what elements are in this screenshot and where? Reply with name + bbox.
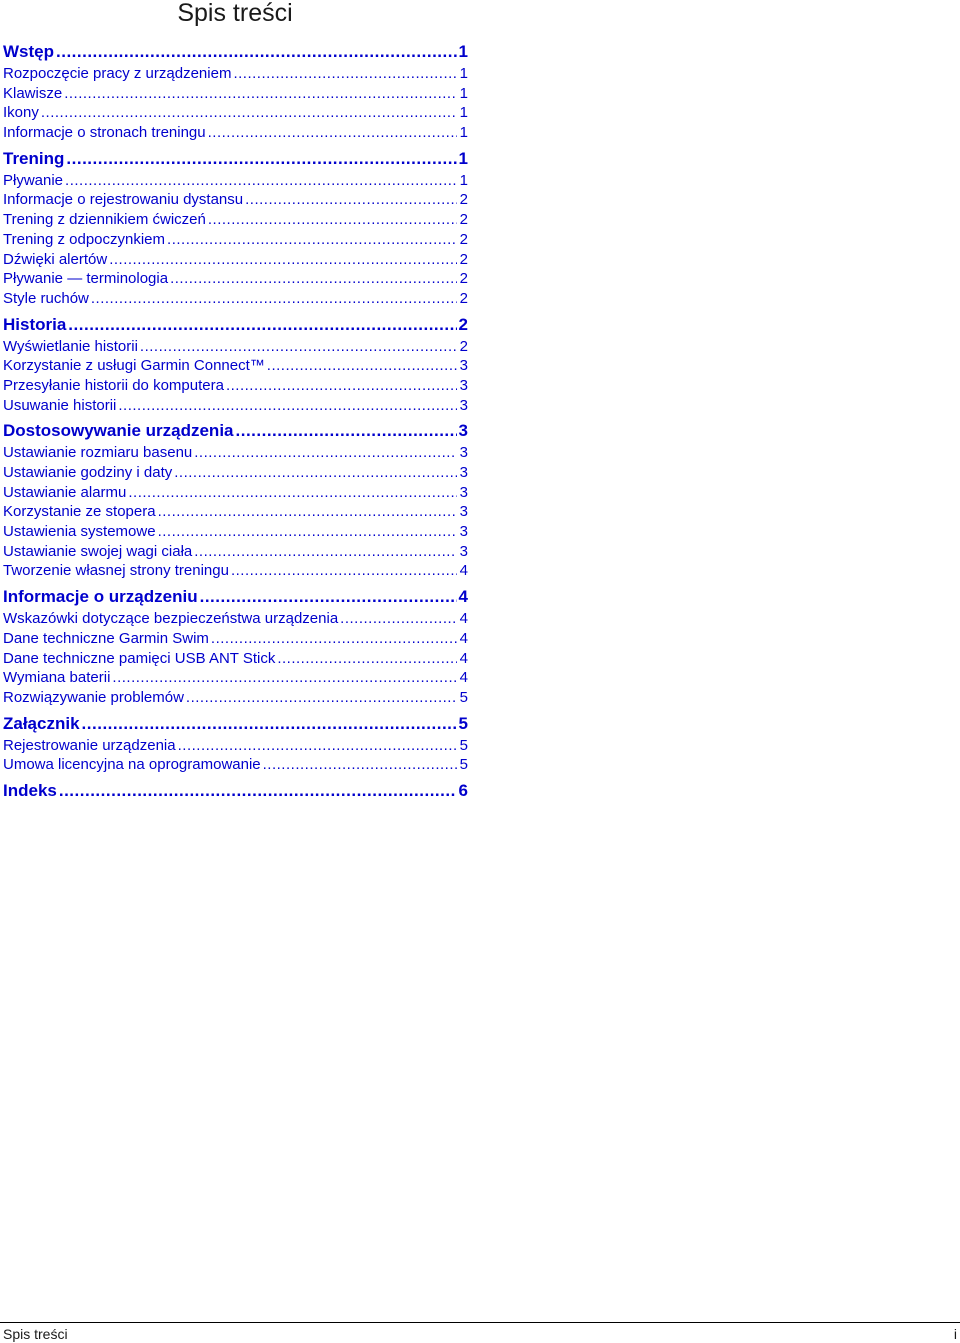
toc-leader-dots (200, 585, 457, 609)
toc-leader-dots (194, 542, 457, 562)
toc-leader-dots (170, 269, 457, 289)
toc-page-number: 3 (459, 444, 468, 462)
toc-chapter-title: Indeks (3, 780, 57, 800)
toc-entry-title: Usuwanie historii (3, 396, 117, 414)
toc-entry-title: Umowa licencyjna na oprogramowanie (3, 756, 261, 774)
toc-page-number: 2 (459, 270, 468, 288)
toc-page-number: 3 (459, 464, 468, 481)
toc-leader-dots (236, 419, 457, 443)
toc-leader-dots (226, 376, 457, 396)
toc-leader-dots (174, 463, 457, 483)
toc-section (3, 147, 468, 309)
toc-leader-dots (245, 190, 457, 210)
toc-page-number: 3 (458, 421, 468, 441)
toc-entry-title: Informacje o rejestrowaniu dystansu (3, 191, 244, 209)
toc-page-number: 2 (459, 250, 468, 268)
toc-entry-link[interactable] (3, 337, 468, 357)
toc-page-number: 1 (459, 124, 468, 142)
toc-entry-title: Pływanie — terminologia (3, 270, 169, 288)
toc-page-number: 1 (458, 42, 468, 61)
toc-leader-dots (91, 289, 457, 309)
toc-page-number: 3 (459, 376, 468, 394)
toc-entry-link[interactable] (3, 561, 468, 581)
toc-page-number: 4 (459, 629, 468, 647)
toc-page-number: 4 (459, 669, 468, 687)
toc-entry-title: Korzystanie z usługi Garmin Connect™ (3, 357, 265, 375)
page-title: Spis treści (177, 0, 293, 27)
toc-leader-dots (112, 668, 457, 688)
toc-leader-dots (66, 147, 456, 171)
toc-entry-link[interactable] (3, 376, 468, 396)
toc-page-number: 3 (459, 396, 468, 414)
toc-entry-title: Tworzenie własnej strony treningu (3, 562, 229, 580)
toc-leader-dots (167, 230, 457, 250)
toc-chapter-title: Dostosowywanie urządzenia (3, 421, 234, 441)
toc-page-number: 1 (459, 104, 468, 122)
toc-section (3, 585, 468, 707)
toc-entry-link[interactable] (3, 250, 468, 270)
toc-page-number: 3 (459, 357, 468, 375)
toc-page-number: 2 (459, 289, 468, 307)
toc-entry-title: Ustawienia systemowe (3, 523, 156, 541)
toc-chapter-link[interactable] (3, 313, 468, 337)
toc-page-number: 2 (459, 191, 468, 209)
toc-entry-link[interactable] (3, 629, 468, 649)
toc-entry-link[interactable] (3, 542, 468, 562)
toc-page-number: 5 (458, 713, 468, 733)
toc-entry-link[interactable] (3, 289, 468, 309)
toc-entry-title: Klawisze (3, 84, 63, 102)
toc-leader-dots (158, 522, 457, 542)
toc-leader-dots (208, 210, 457, 230)
toc-entry-link[interactable] (3, 736, 468, 756)
toc-section (3, 779, 468, 803)
toc-entry-link[interactable] (3, 522, 468, 542)
toc-entry-link[interactable] (3, 64, 468, 84)
toc-page-number: 3 (459, 483, 468, 501)
toc-entry-link[interactable] (3, 356, 468, 376)
toc-entry-link[interactable] (3, 443, 468, 463)
toc-chapter-title: Trening (3, 148, 65, 168)
toc-leader-dots (128, 483, 457, 503)
toc-page-number: 2 (459, 337, 468, 355)
toc-entry-title: Dane techniczne Garmin Swim (3, 629, 209, 647)
toc-page-number: 4 (459, 562, 468, 580)
toc-page-number: 1 (459, 65, 468, 82)
toc-page-number: 4 (459, 610, 468, 628)
footer-section-title: Spis treści (3, 1326, 68, 1342)
toc-leader-dots (41, 103, 457, 123)
toc-section (3, 40, 468, 143)
toc-leader-dots (340, 609, 457, 629)
toc-leader-dots (65, 171, 457, 191)
toc-entry-link[interactable] (3, 609, 468, 629)
toc-entry-link[interactable] (3, 755, 468, 775)
toc-entry-link[interactable] (3, 483, 468, 503)
toc-entry-title: Wymiana baterii (3, 669, 111, 687)
toc-page-number: 2 (459, 211, 468, 229)
toc-page-number: 1 (458, 148, 468, 168)
toc-entry-link[interactable] (3, 668, 468, 688)
toc-leader-dots (211, 629, 457, 649)
toc-entry-title: Dźwięki alertów (3, 250, 108, 268)
toc-leader-dots (231, 561, 457, 581)
toc-entry-title: Ustawianie alarmu (3, 483, 127, 501)
toc-entry-title: Korzystanie ze stopera (3, 503, 156, 521)
toc-entry-link[interactable] (3, 269, 468, 289)
toc-section (3, 712, 468, 775)
toc-entry-title: Trening z odpoczynkiem (3, 230, 166, 248)
toc-chapter-link[interactable] (3, 147, 468, 171)
toc-entry-title: Ustawianie rozmiaru basenu (3, 444, 193, 462)
toc-leader-dots (208, 123, 457, 143)
toc-page-number: 2 (458, 314, 468, 334)
toc-leader-dots (82, 712, 457, 736)
toc-entry-title: Style ruchów (3, 289, 89, 307)
toc-entry-link[interactable] (3, 210, 468, 230)
toc-leader-dots (178, 736, 457, 756)
toc-entry-link[interactable] (3, 463, 468, 483)
toc-chapter-title: Załącznik (3, 713, 80, 733)
toc-leader-dots (64, 84, 457, 104)
toc-entry-title: Przesyłanie historii do komputera (3, 376, 224, 394)
toc-entry-title: Ikony (3, 104, 39, 122)
toc-entry-link[interactable] (3, 230, 468, 250)
toc-chapter-title: Wstęp (3, 42, 54, 61)
toc-chapter-link[interactable] (3, 779, 468, 803)
toc-page-number: 4 (459, 649, 468, 667)
toc-entry-link[interactable] (3, 84, 468, 104)
toc-leader-dots (186, 688, 457, 708)
toc-entry-title: Wskazówki dotyczące bezpieczeństwa urządzenia (3, 610, 339, 628)
toc-entry-title: Rozwiązywanie problemów (3, 688, 184, 706)
toc-leader-dots (140, 337, 457, 357)
toc-entry-title: Ustawianie godziny i daty (3, 464, 173, 481)
toc-chapter-link[interactable] (3, 40, 468, 64)
toc-page-number: 3 (459, 542, 468, 560)
toc-entry-title: Trening z dziennikiem ćwiczeń (3, 211, 206, 229)
toc-leader-dots (233, 64, 457, 84)
toc-entry-link[interactable] (3, 190, 468, 210)
toc-leader-dots (194, 443, 457, 463)
toc-entry-title: Wyświetlanie historii (3, 337, 138, 355)
toc-entry-title: Informacje o stronach treningu (3, 124, 206, 142)
toc-entry-title: Dane techniczne pamięci USB ANT Stick (3, 649, 276, 667)
toc-page-number: 1 (459, 84, 468, 102)
toc-chapter-link[interactable] (3, 419, 468, 443)
toc-entry-title: Pływanie (3, 171, 64, 189)
toc-leader-dots (267, 356, 457, 376)
toc-leader-dots (68, 313, 456, 337)
toc-chapter-title: Historia (3, 314, 67, 334)
toc-entry-link[interactable] (3, 396, 468, 416)
toc-page-number: 2 (459, 230, 468, 248)
toc-page-number: 6 (458, 780, 468, 800)
footer-page-number: i (953, 1326, 957, 1342)
toc-entry-link[interactable] (3, 123, 468, 143)
toc-page-number: 3 (459, 523, 468, 541)
toc-page-number: 5 (459, 756, 468, 774)
toc-entry-title: Rejestrowanie urządzenia (3, 736, 176, 754)
footer-divider (0, 1322, 960, 1323)
toc-leader-dots (59, 779, 457, 803)
toc-chapter-title: Informacje o urządzeniu (3, 587, 198, 607)
toc-section (3, 419, 468, 581)
toc-entry-link[interactable] (3, 103, 468, 123)
toc-chapter-link[interactable] (3, 712, 468, 736)
toc-leader-dots (277, 649, 457, 669)
toc-page-number: 1 (459, 171, 468, 189)
toc-page-number: 4 (458, 587, 468, 607)
toc-entry-link[interactable] (3, 502, 468, 522)
toc-leader-dots (56, 40, 457, 64)
toc-leader-dots (263, 755, 457, 775)
toc-entry-link[interactable] (3, 649, 468, 669)
toc-entry-link[interactable] (3, 688, 468, 708)
toc-page-number: 5 (459, 736, 468, 754)
toc-entry-link[interactable] (3, 171, 468, 191)
toc-page-number: 3 (459, 503, 468, 521)
toc-leader-dots (109, 250, 457, 270)
toc-chapter-link[interactable] (3, 585, 468, 609)
table-of-contents (3, 40, 468, 807)
toc-page-number: 5 (459, 688, 468, 706)
toc-leader-dots (118, 396, 457, 416)
toc-entry-title: Ustawianie swojej wagi ciała (3, 542, 193, 560)
toc-leader-dots (158, 502, 457, 522)
toc-entry-title: Rozpoczęcie pracy z urządzeniem (3, 65, 232, 82)
toc-section (3, 313, 468, 416)
